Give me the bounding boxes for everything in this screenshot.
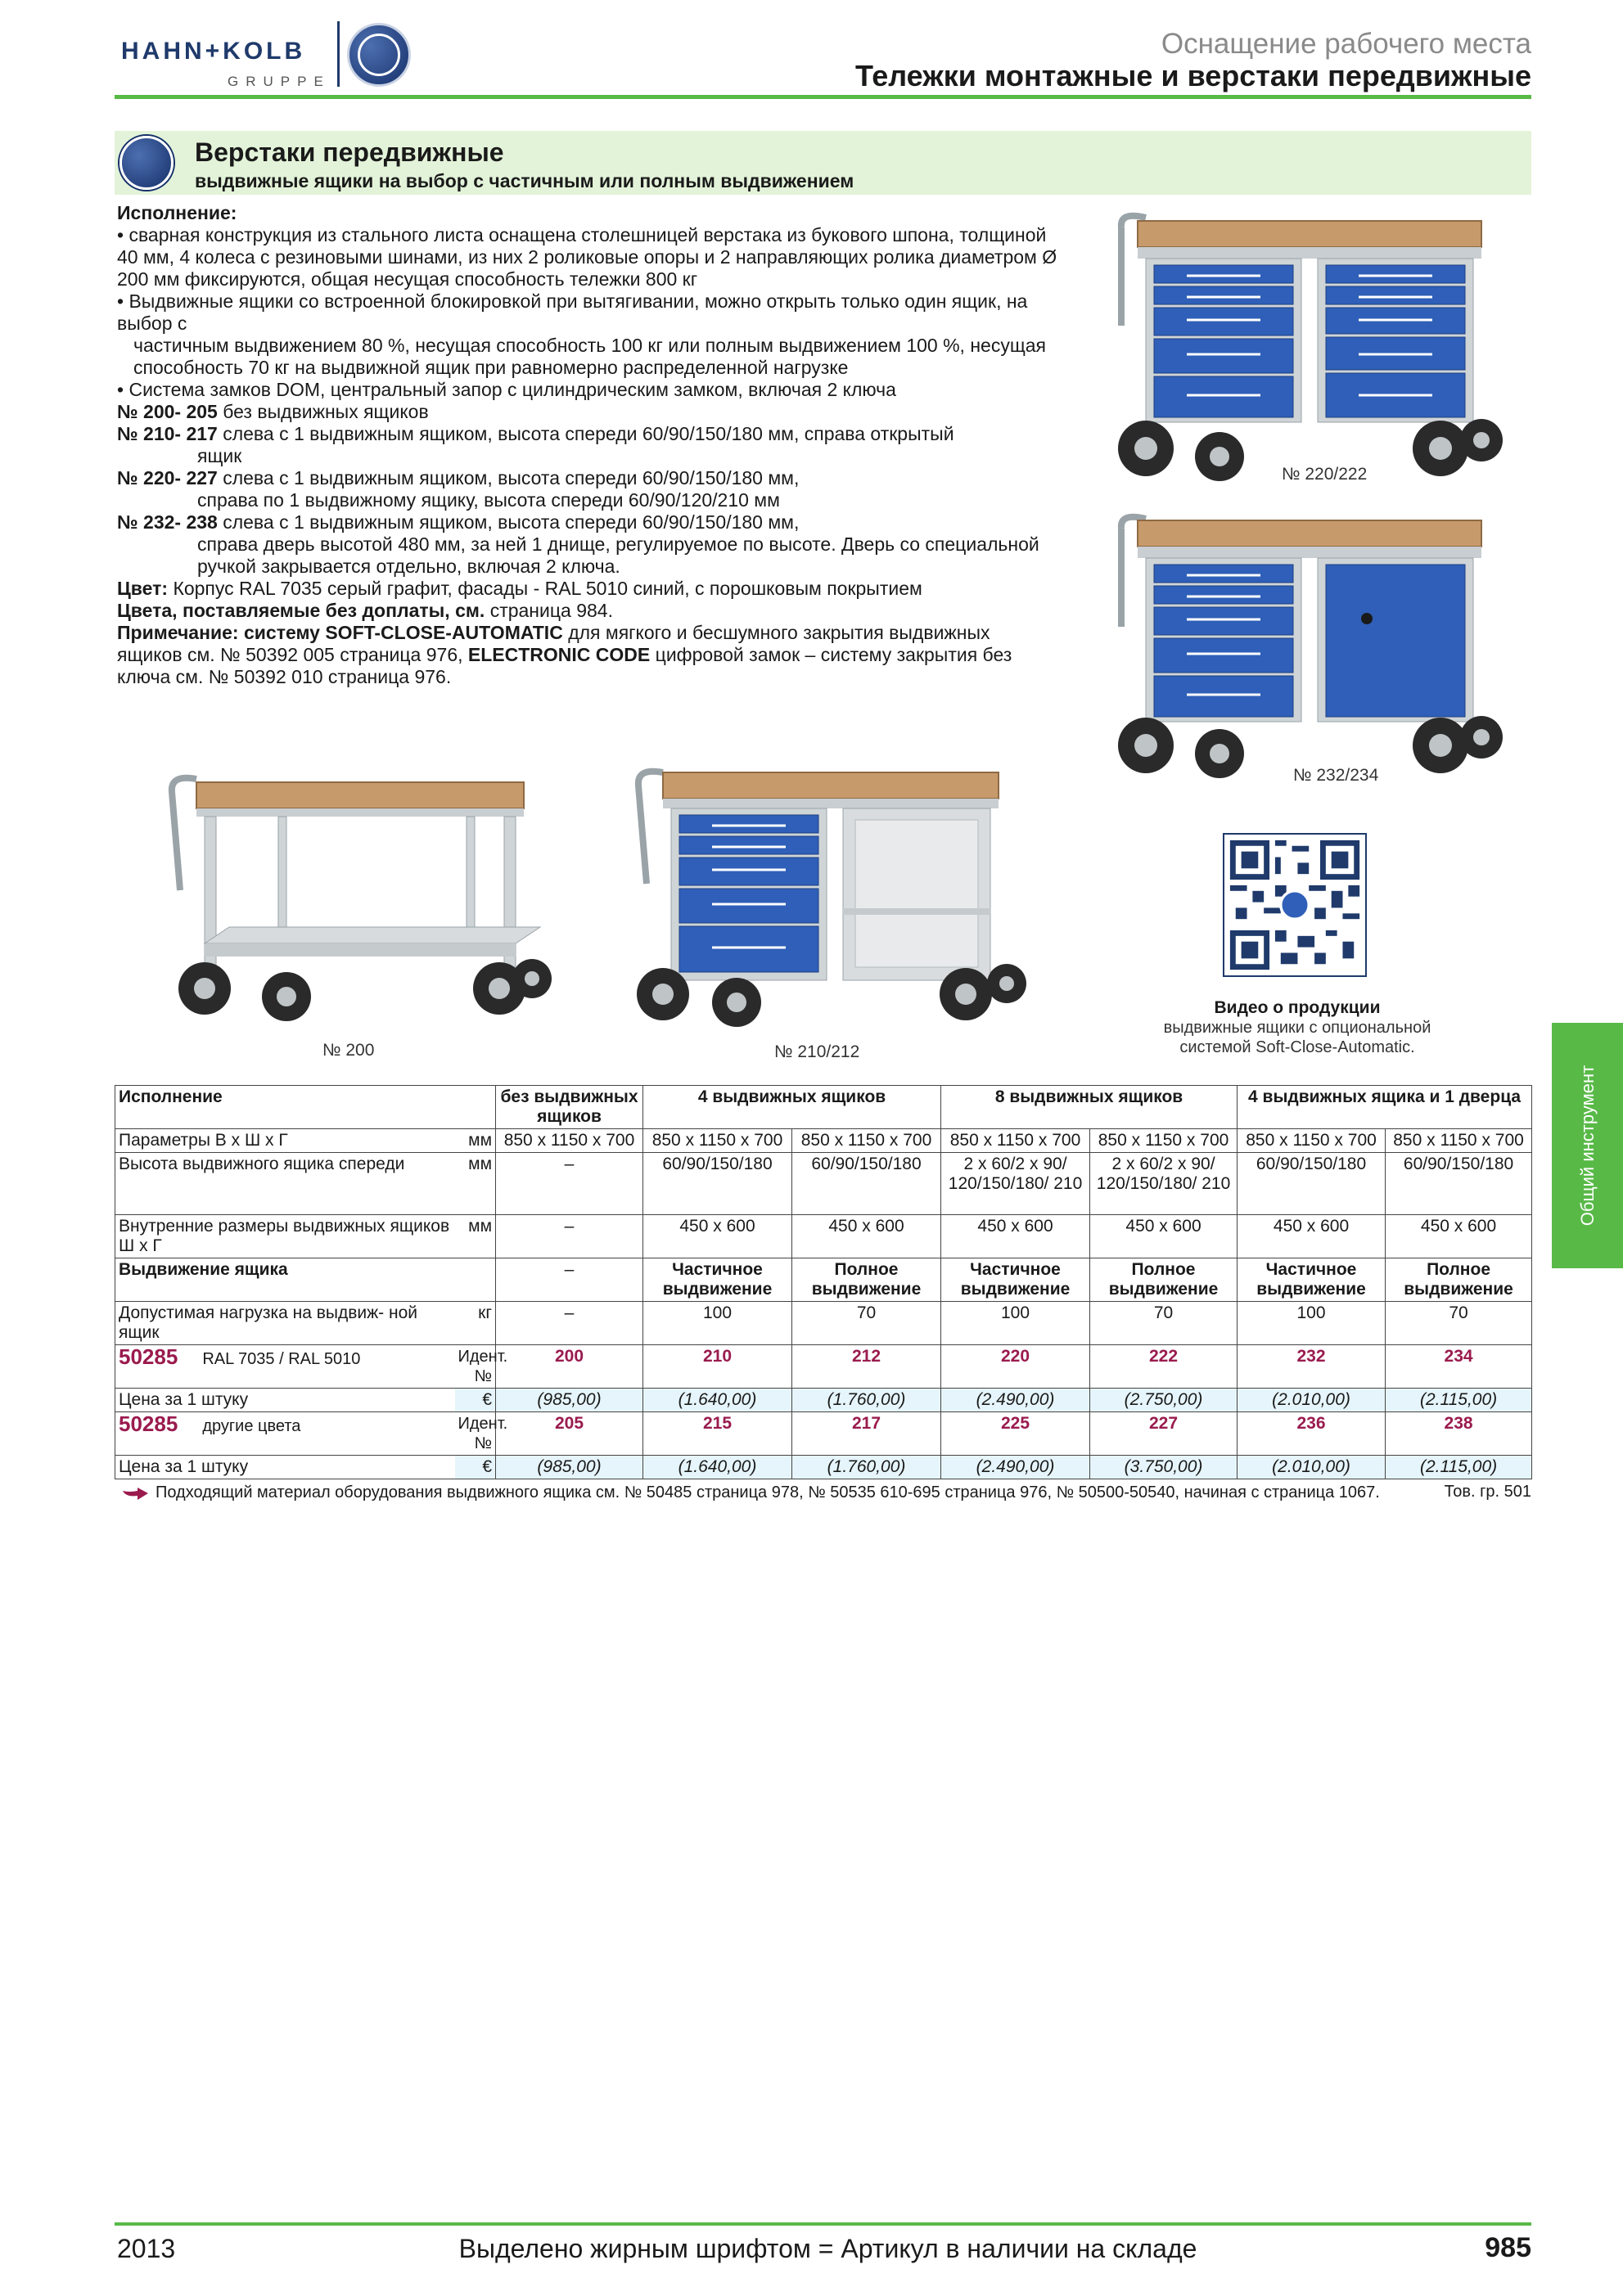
variant-232-cont: справа дверь высотой 480 мм, за ней 1 днище, регулируемое по высоте. Дверь со специальной	[197, 533, 1039, 555]
caption-232: № 232/234	[1293, 766, 1379, 785]
video-title: Видео о продукции	[1214, 998, 1381, 1017]
side-tab-label: Общий инструмент	[1576, 1065, 1598, 1227]
caption-220: № 220/222	[1282, 465, 1368, 484]
variant-220: № 220- 227 слева с 1 выдвижным ящиком, высота спереди 60/90/150/180 мм,	[117, 467, 800, 488]
product-group: Тов. гр. 501	[1444, 1483, 1531, 1501]
order-id[interactable]: 222	[1090, 1345, 1238, 1389]
note-line-3: ключа см. № 50392 010 страница 976.	[117, 666, 452, 687]
bullet-2-cont: частичным выдвижением 80 %, несущая способность 100 кг или полным выдвижением 100 %, несущая способность 70 кг на выдвижной ящик при равномерно распределенной нагрузке	[133, 335, 1046, 378]
order-id[interactable]: 217	[792, 1412, 941, 1456]
brand-sub: GRUPPE	[228, 74, 331, 89]
table-header-row	[115, 1086, 1532, 1129]
header-title: Тележки монтажные и верстаки передвижные	[855, 59, 1531, 92]
col-header-8-drawers: 8 выдвижных ящиков	[941, 1086, 1238, 1129]
description	[117, 202, 1058, 688]
hk-emblem-icon	[347, 23, 411, 87]
caption-200: № 200	[322, 1041, 375, 1060]
table-row-dimensions: Параметры В х Ш х Г мм 850 x 1150 x 700 850 x 1150 x 700 850 x 1150 x 700 850 x 1150 x 700 850 x 1150 x 700 850 x 1150 x 700 850 x 1150 x 700	[115, 1129, 1532, 1153]
workbench-232-image	[1097, 512, 1506, 782]
order-id[interactable]: 220	[941, 1345, 1090, 1389]
qr-code-icon[interactable]	[1223, 833, 1367, 977]
brand-name: HAHN+KOLB	[121, 38, 306, 65]
order-id[interactable]: 232	[1238, 1345, 1386, 1389]
col-header-drawers-door: 4 выдвижных ящика и 1 дверца	[1238, 1086, 1532, 1129]
arrow-right-icon	[121, 1488, 149, 1501]
video-subtitle: выдвижные ящики с опциональной системой Soft-Close-Automatic.	[1163, 1019, 1431, 1056]
logo-divider	[337, 21, 340, 87]
workbench-220-image	[1097, 211, 1506, 489]
article-desc: RAL 7035 / RAL 5010	[202, 1350, 361, 1368]
order-id[interactable]: 210	[643, 1345, 792, 1389]
table-row-load: Допустимая нагрузка на выдвиж- ной ящик кг – 100 70 100 70 100 70	[115, 1302, 1532, 1345]
note-line-2: ящиков см. № 50392 005 страница 976, ELECTRONIC CODE цифровой замок – систему закрытия без	[117, 644, 1012, 665]
footer-year: 2013	[117, 2234, 176, 2263]
description-heading: Исполнение:	[117, 202, 237, 223]
section-subtitle: выдвижные ящики на выбор с частичным или полным выдвижением	[195, 170, 854, 191]
table-row-article-1: 50285 RAL 7035 / RAL 5010 Идент. № 200 210 212 220 222 232 234	[115, 1345, 1532, 1389]
col-header-4-drawers: 4 выдвижных ящиков	[643, 1086, 941, 1129]
order-id[interactable]: 215	[643, 1412, 792, 1456]
caption-210: № 210/212	[774, 1042, 860, 1061]
variant-210-cont: ящик	[197, 445, 242, 466]
bullet-3: • Система замков DOM, центральный запор с цилиндрическим замком, включая 2 ключа	[117, 379, 896, 400]
section-title: Верстаки передвижные	[195, 137, 504, 167]
order-id[interactable]: 225	[941, 1412, 1090, 1456]
table-row-drawer-height: Высота выдвижного ящика спереди мм – 60/90/150/180 60/90/150/180 2 x 60/2 x 90/ 120/150/180/ 210 2 x 60/2 x 90/ 120/150/180/ 210 60/90/150/180 60/90/150/180	[115, 1153, 1532, 1215]
variant-232: № 232- 238 слева с 1 выдвижным ящиком, высота спереди 60/90/150/180 мм,	[117, 511, 800, 533]
qr-pattern	[1224, 835, 1365, 975]
variant-210: № 210- 217 слева с 1 выдвижным ящиком, высота спереди 60/90/150/180 мм, справа открытый	[117, 423, 954, 444]
workbench-200-image	[156, 768, 565, 1029]
order-id[interactable]: 205	[496, 1412, 643, 1456]
table-row-extension: Выдвижение ящика – Частичное выдвижение Полное выдвижение Частичное выдвижение Полное выдвижение Частичное выдвижение Полное выдвижение	[115, 1258, 1532, 1302]
spec-table	[115, 1085, 1532, 1479]
footer-rule	[115, 2222, 1531, 2226]
workbench-210-image	[622, 761, 1031, 1031]
order-id[interactable]: 212	[792, 1345, 941, 1389]
article-number: 50285	[119, 1411, 178, 1436]
color-line: Цвет: Корпус RAL 7035 серый графит, фасады - RAL 5010 синий, с порошковым покрытием	[117, 578, 922, 599]
footnote-text: Подходящий материал оборудования выдвижного ящика см. № 50485 страница 978, № 50535 610-695 страница 976, № 50500-50540, начиная с страница 1067.	[156, 1483, 1380, 1501]
table-row-inner-size: Внутренние размеры выдвижных ящиков Ш х Г мм – 450 x 600 450 x 600 450 x 600 450 x 600 450 x 600 450 x 600	[115, 1215, 1532, 1258]
article-number: 50285	[119, 1344, 178, 1369]
bullet-1: • сварная конструкция из стального листа оснащена столешницей верстака из букового шпона, толщиной 40 мм, 4 колеса с резиновыми шинами, из них 2 роликовые опоры и 2 направляющих ролика диаметром Ø 200 мм фиксируются, общая несущая способность тележки 800 кг	[117, 224, 1057, 290]
variant-220-cont: справа по 1 выдвижному ящику, высота спереди 60/90/120/210 мм	[197, 489, 780, 511]
col-header-variant: Исполнение	[115, 1086, 496, 1129]
article-desc: другие цвета	[202, 1417, 301, 1435]
table-row-price-1: Цена за 1 штуку € (985,00) (1.640,00) (1.760,00) (2.490,00) (2.750,00) (2.010,00) (2.115,00)	[115, 1389, 1532, 1412]
table-row-article-2: 50285 другие цвета Идент. № 205 215 217 225 227 236 238	[115, 1412, 1532, 1456]
colors-free-line: Цвета, поставляемые без доплаты, см. страница 984.	[117, 600, 613, 621]
order-id[interactable]: 236	[1238, 1412, 1386, 1456]
order-id[interactable]: 227	[1090, 1412, 1238, 1456]
header-category: Оснащение рабочего места	[1161, 28, 1531, 60]
footer-note: Выделено жирным шрифтом = Артикул в наличии на складе	[458, 2234, 1197, 2263]
side-category-tab[interactable]	[1552, 1023, 1623, 1268]
hk-section-icon	[119, 136, 174, 190]
note-line-1: Примечание: систему SOFT-CLOSE-AUTOMATIC для мягкого и бесшумного закрытия выдвижных	[117, 622, 990, 643]
variant-200: № 200- 205 без выдвижных ящиков	[117, 401, 429, 422]
table-row-price-2: Цена за 1 штуку € (985,00) (1.640,00) (1.760,00) (2.490,00) (3.750,00) (2.010,00) (2.115,00)	[115, 1456, 1532, 1479]
page-number: 985	[1485, 2232, 1531, 2263]
variant-232-cont2: ручкой закрывается отдельно, включая 2 ключа.	[197, 556, 620, 577]
header-rule	[115, 95, 1531, 99]
order-id[interactable]: 200	[496, 1345, 643, 1389]
order-id[interactable]: 238	[1386, 1412, 1532, 1456]
bullet-2: • Выдвижные ящики со встроенной блокировкой при вытягивании, можно открыть только один ящик, на выбор с	[117, 290, 1028, 334]
col-header-no-drawers: без выдвижных ящиков	[496, 1086, 643, 1129]
order-id[interactable]: 234	[1386, 1345, 1532, 1389]
brand-logo	[121, 15, 416, 88]
